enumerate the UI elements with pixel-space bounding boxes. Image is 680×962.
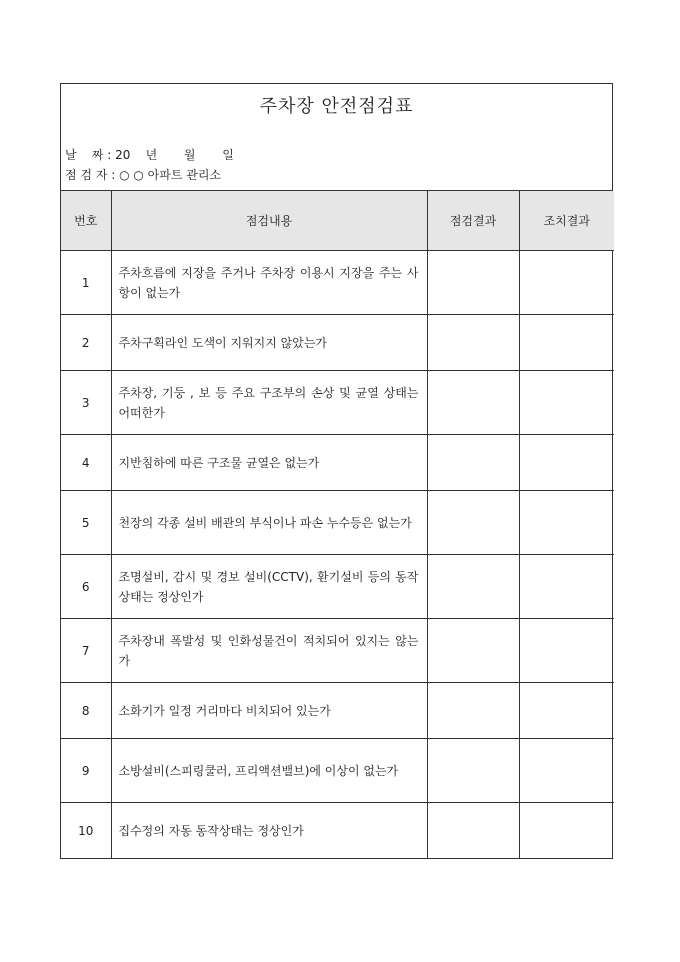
row-number: 7	[61, 619, 111, 683]
column-header-result: 점검결과	[427, 191, 519, 251]
column-header-content: 점검내용	[111, 191, 427, 251]
form-header	[61, 84, 612, 191]
result-cell[interactable]	[427, 555, 519, 619]
row-content: 주차흐름에 지장을 주거나 주차장 이용시 지장을 주는 사항이 없는가	[111, 251, 427, 315]
row-content: 소방설비(스피링쿨러, 프리액션밸브)에 이상이 없는가	[111, 739, 427, 803]
row-number: 9	[61, 739, 111, 803]
table-row	[61, 435, 614, 491]
row-content: 천장의 각종 설비 배관의 부식이나 파손 누수등은 없는가	[111, 491, 427, 555]
action-cell[interactable]	[519, 619, 614, 683]
checklist-table	[61, 191, 614, 858]
row-content: 주차구획라인 도색이 지워지지 않았는가	[111, 315, 427, 371]
row-number: 6	[61, 555, 111, 619]
result-cell[interactable]	[427, 251, 519, 315]
row-number: 10	[61, 803, 111, 859]
row-content: 주차장, 기둥 , 보 등 주요 구조부의 손상 및 균열 상태는 어떠한가	[111, 371, 427, 435]
action-cell[interactable]	[519, 683, 614, 739]
row-content: 소화기가 일정 거리마다 비치되어 있는가	[111, 683, 427, 739]
form-title: 주차장 안전점검표	[259, 96, 414, 117]
table-row	[61, 683, 614, 739]
result-cell[interactable]	[427, 491, 519, 555]
row-number: 4	[61, 435, 111, 491]
result-cell[interactable]	[427, 619, 519, 683]
row-number: 5	[61, 491, 111, 555]
action-cell[interactable]	[519, 251, 614, 315]
table-row	[61, 739, 614, 803]
action-cell[interactable]	[519, 435, 614, 491]
table-row	[61, 491, 614, 555]
action-cell[interactable]	[519, 803, 614, 859]
result-cell[interactable]	[427, 683, 519, 739]
table-row	[61, 555, 614, 619]
result-cell[interactable]	[427, 435, 519, 491]
table-row	[61, 315, 614, 371]
action-cell[interactable]	[519, 491, 614, 555]
row-content: 지반침하에 따른 구조물 균열은 없는가	[111, 435, 427, 491]
table-header-row	[61, 191, 614, 251]
row-content: 조명설비, 감시 및 경보 설비(CCTV), 환기설비 등의 동작상태는 정상인가	[111, 555, 427, 619]
column-header-number: 번호	[61, 191, 111, 251]
row-content: 집수정의 자동 동작상태는 정상인가	[111, 803, 427, 859]
action-cell[interactable]	[519, 555, 614, 619]
inspector-line: 점 검 자 : ○ ○ 아파트 관리소	[65, 168, 222, 182]
result-cell[interactable]	[427, 739, 519, 803]
date-line: 날 짜 : 20 년 월 일	[65, 148, 234, 162]
row-content: 주차장내 폭발성 및 인화성물건이 적치되어 있지는 않는가	[111, 619, 427, 683]
row-number: 2	[61, 315, 111, 371]
result-cell[interactable]	[427, 371, 519, 435]
table-row	[61, 251, 614, 315]
table-row	[61, 803, 614, 859]
table-row	[61, 619, 614, 683]
action-cell[interactable]	[519, 315, 614, 371]
row-number: 3	[61, 371, 111, 435]
result-cell[interactable]	[427, 803, 519, 859]
inspection-form	[60, 83, 613, 859]
row-number: 1	[61, 251, 111, 315]
result-cell[interactable]	[427, 315, 519, 371]
row-number: 8	[61, 683, 111, 739]
column-header-action: 조치결과	[519, 191, 614, 251]
action-cell[interactable]	[519, 739, 614, 803]
action-cell[interactable]	[519, 371, 614, 435]
table-row	[61, 371, 614, 435]
